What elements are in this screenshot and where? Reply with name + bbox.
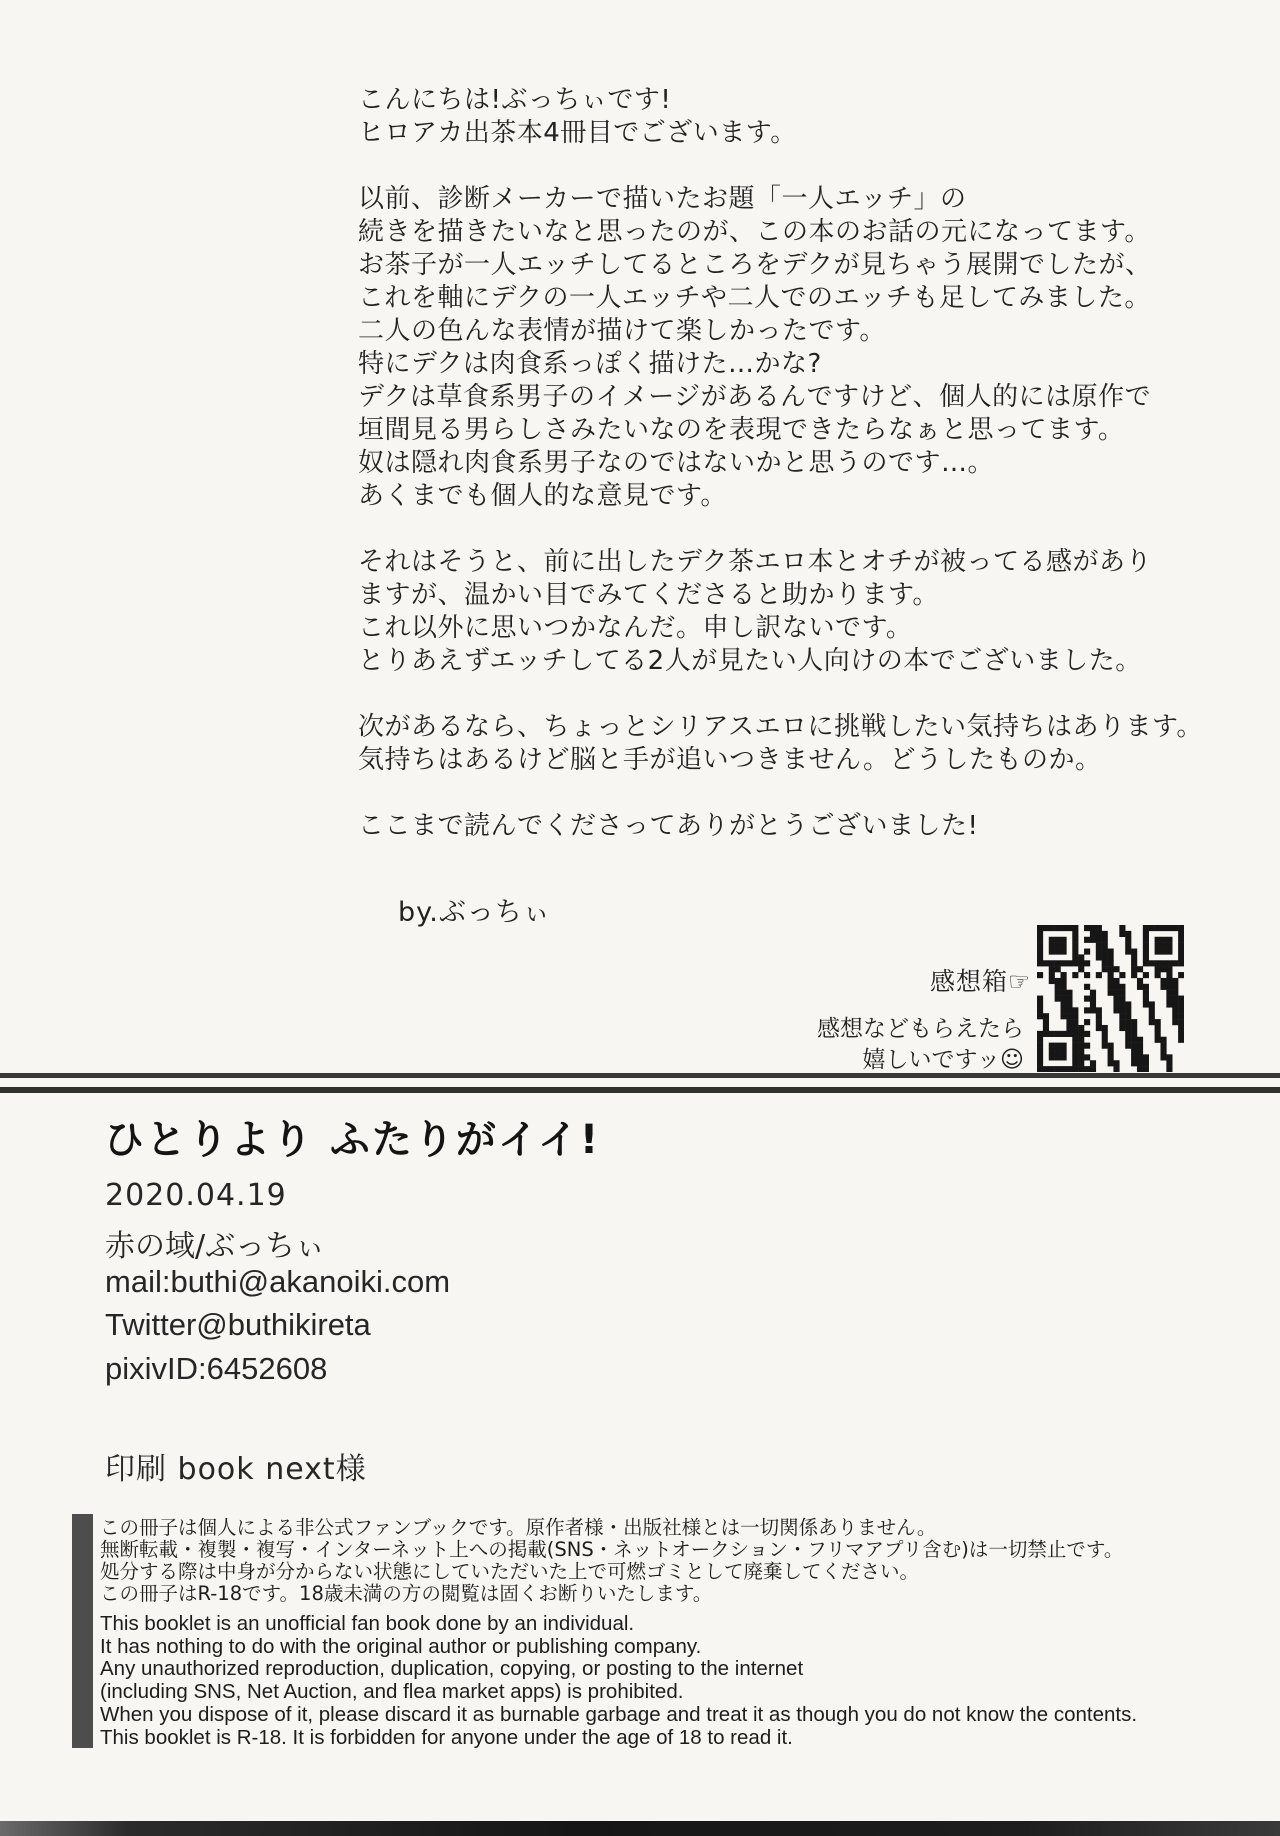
book-title: ひとりより ふたりがイイ! — [104, 1117, 601, 1163]
afterword-line: 次があるなら、ちょっとシリアスエロに挑戦したい気持ちはあります。 — [358, 712, 1203, 742]
afterword-line: これを軸にデクの一人エッチや二人でのエッチも足してみました。 — [358, 283, 1151, 313]
feedback-note — [817, 1014, 1024, 1076]
feedback-note-line2-text: 嬉しいですッ — [862, 1047, 1001, 1073]
afterword-text — [358, 84, 1203, 843]
disclaimer-en-line: It has nothing to do with the original author or publishing company. — [100, 1634, 702, 1658]
disclaimer-en-line: Any unauthorized reproduction, duplication, copying, or posting to the internet — [100, 1657, 804, 1681]
pointing-finger-icon: ☞ — [1008, 967, 1032, 996]
contact-pixiv-id: pixivID:6452608 — [105, 1351, 328, 1386]
afterword-line: これ以外に思いつかなんだ。申し訳ないです。 — [358, 613, 913, 643]
afterword-line: 特にデクは肉食系っぽく描けた…かな? — [358, 349, 822, 379]
afterword-line: ヒロアカ出茶本4冊目でございます。 — [358, 118, 797, 148]
afterword-line: デクは草食系男子のイメージがあるんですけど、個人的には原作で — [358, 382, 1152, 412]
afterword-line: 奴は隠れ肉食系男子なのではないかと思うのです…。 — [358, 448, 995, 478]
printer-credit: 印刷 book next様 — [105, 1452, 367, 1487]
feedback-box-label — [930, 962, 1031, 998]
section-divider — [0, 1073, 1280, 1093]
disclaimer-english — [100, 1613, 1260, 1749]
circle-author-name: 赤の域/ぶっちぃ — [105, 1229, 326, 1264]
feedback-box-text: 感想箱 — [930, 967, 1009, 996]
contact-mail: mail:buthi@akanoiki.com — [105, 1264, 451, 1299]
afterword-line — [358, 150, 1058, 183]
afterword-line: あくまでも個人的な意見です。 — [358, 481, 727, 511]
disclaimer-jp-line: 無断転載・複製・複写・インターネット上への掲載(SNS・ネットオークション・フリマアプリ含む)は一切禁止です。 — [100, 1538, 1124, 1561]
afterword-line: とりあえずエッチしてる2人が見たい人向けの本でございました。 — [358, 646, 1142, 676]
disclaimer-en-line: (including SNS, Net Auction, and flea market apps) is prohibited. — [100, 1680, 684, 1704]
afterword-line: 以前、診断メーカーで描いたお題「一人エッチ」の — [358, 184, 967, 214]
afterword-line — [358, 513, 1058, 546]
afterword-line — [358, 678, 1058, 711]
contact-twitter: Twitter@buthikireta — [105, 1307, 371, 1342]
disclaimer-en-line: This booklet is an unofficial fan book done by an individual. — [100, 1612, 635, 1635]
feedback-note-line2 — [817, 1045, 1024, 1076]
afterword-line: お茶子が一人エッチしてるところをデクが見ちゃう展開でしたが、 — [358, 250, 1152, 280]
disclaimer-en-line: When you dispose of it, please discard it as burnable garbage and treat it as though you do not know the contents. — [100, 1702, 1138, 1726]
afterword-line: ここまで読んでくださってありがとうございました! — [358, 811, 979, 841]
publication-date: 2020.04.19 — [105, 1178, 287, 1213]
disclaimer-side-bar — [72, 1514, 93, 1748]
afterword-line: 垣間見る男らしさみたいなのを表現できたらなぁと思ってます。 — [358, 415, 1125, 445]
disclaimer-japanese — [100, 1517, 1240, 1605]
afterword-line: 続きを描きたいなと思ったのが、この本のお話の元になってます。 — [358, 217, 1151, 247]
scan-edge-artifact — [0, 1821, 1280, 1836]
afterword-line — [358, 777, 1058, 810]
disclaimer-jp-line: この冊子はR-18です。18歳未満の方の閲覧は固くお断りいたします。 — [100, 1582, 713, 1605]
disclaimer-jp-line: 処分する際は中身が分からない状態にしていただいた上で可燃ゴミとして廃棄してください。 — [100, 1560, 920, 1583]
feedback-note-line1: 感想などもらえたら — [817, 1016, 1024, 1042]
afterword-line: 二人の色んな表情が描けて楽しかったです。 — [358, 316, 886, 346]
afterword-line: 気持ちはあるけど脳と手が追いつきません。どうしたものか。 — [358, 745, 1102, 775]
smiley-face-icon: ☺ — [1000, 1047, 1024, 1073]
afterword-line: ますが、温かい目でみてくださると助かります。 — [358, 580, 939, 610]
afterword-line: それはそうと、前に出したデク茶エロ本とオチが被ってる感があり — [358, 547, 1152, 577]
qr-code — [1037, 925, 1184, 1072]
author-signature: by.ぶっちぃ — [398, 897, 551, 928]
disclaimer-en-line: This booklet is R-18. It is forbidden for anyone under the age of 18 to read it. — [100, 1725, 793, 1749]
afterword-line: こんにちは!ぶっちぃです! — [358, 85, 672, 115]
disclaimer-jp-line: この冊子は個人による非公式ファンブックです。原作者様・出版社様とは一切関係ありません。 — [100, 1516, 937, 1539]
